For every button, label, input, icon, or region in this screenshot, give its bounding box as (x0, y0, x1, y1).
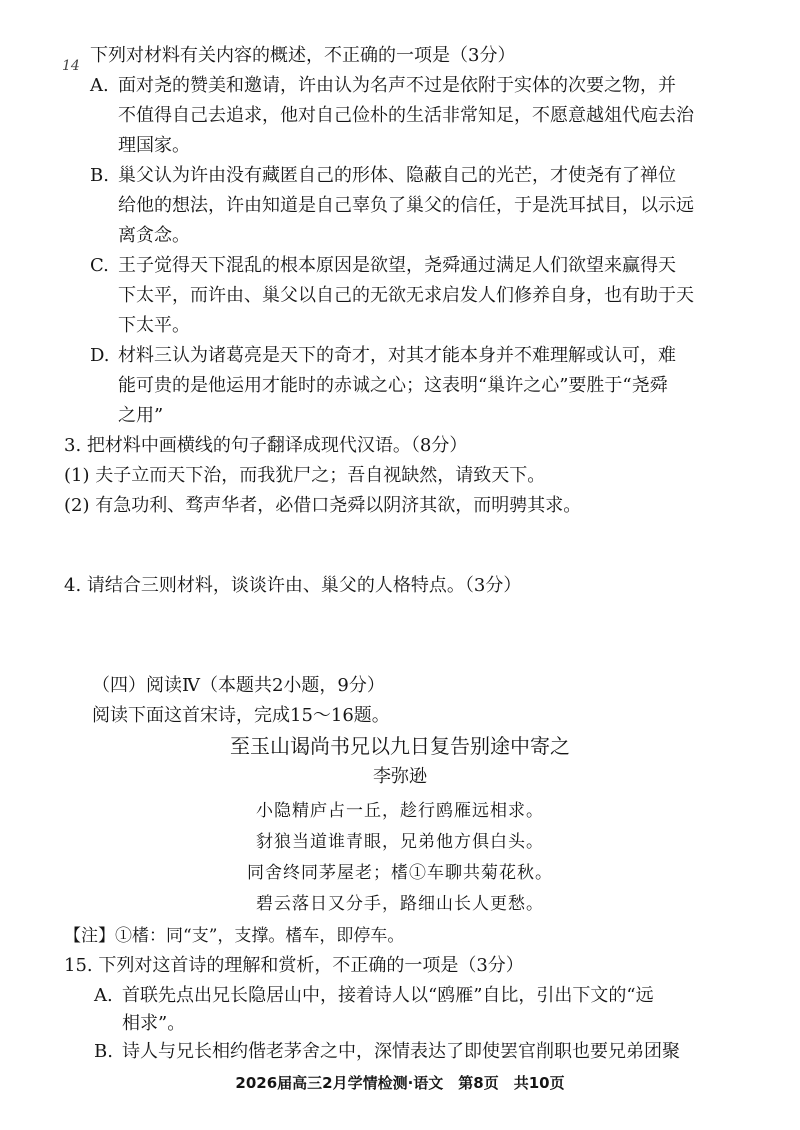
q14-option-d-line-1: D. 材料三认为诸葛亮是天下的奇才，对其才能本身并不难理解或认可，难 (90, 345, 676, 366)
question-4-stem: 4. 请结合三则材料，谈谈许由、巢父的人格特点。（3分） (64, 575, 522, 596)
option-letter: B. (90, 165, 109, 186)
question-3-stem: 3. 把材料中画横线的句子翻译成现代汉语。（8分） (64, 435, 468, 456)
question-3-item-1: (1) 夫子立而天下治，而我犹尸之；吾自视缺然，请致天下。 (64, 465, 546, 486)
q14-option-c-line-1: C. 王子觉得天下混乱的根本原因是欲望，尧舜通过满足人们欲望来赢得天 (90, 255, 676, 276)
q14-option-a-line-2: 不值得自己去追求，他对自己俭朴的生活非常知足，不愿意越俎代庖去治 (118, 105, 694, 126)
q14-option-b-line-3: 离贪念。 (118, 225, 190, 246)
poem-line-4: 碧云落日又分手，路细山长人更愁。 (256, 894, 544, 914)
option-letter: C. (90, 255, 109, 276)
poem-line-2: 豺狼当道谁青眼，兄弟他方俱白头。 (256, 832, 544, 852)
q14-option-c-line-2: 下太平，而许由、巢父以自己的无欲无求启发人们修养自身，也有助于天 (118, 285, 694, 306)
poem-note: 【注】①榰：同“支”，支撑。榰车，即停车。 (64, 926, 405, 946)
question-15-stem: 15. 下列对这首诗的理解和赏析，不正确的一项是（3分） (64, 955, 524, 976)
question-3-item-2: (2) 有急功利、骛声华者，必借口尧舜以阴济其欲，而明骋其求。 (64, 495, 582, 516)
section-intro: 阅读下面这首宋诗，完成15～16题。 (92, 705, 390, 726)
q14-option-a-line-3: 理国家。 (118, 135, 190, 156)
question-14-stem: 下列对材料有关内容的概述，不正确的一项是（3分） (90, 45, 516, 66)
poem-title: 至玉山谒尚书兄以九日复告别途中寄之 (230, 734, 570, 758)
poem-line-1: 小隐精庐占一丘，趁行鸥雁远相求。 (256, 801, 544, 821)
option-letter: A. (94, 985, 113, 1006)
section-heading: （四）阅读Ⅳ（本题共2小题，9分） (92, 675, 385, 696)
option-letter: D. (90, 345, 110, 366)
q14-option-b-line-2: 给他的想法，许由知道是自己辜负了巢父的信任，于是洗耳拭目，以示远 (118, 195, 694, 216)
option-letter: A. (90, 75, 109, 96)
q15-option-a-line-1: A. 首联先点出兄长隐居山中，接着诗人以“鸥雁”自比，引出下文的“远 (94, 985, 654, 1006)
q14-option-d-line-2: 能可贵的是他运用才能时的赤诚之心；这表明“巢许之心”要胜于“尧舜 (118, 375, 668, 396)
q14-option-b-line-1: B. 巢父认为许由没有藏匿自己的形体、隐蔽自己的光芒，才使尧有了禅位 (90, 165, 676, 186)
q15-option-b-line-1: B. 诗人与兄长相约偕老茅舍之中，深情表达了即使罢官削职也要兄弟团聚 (94, 1041, 680, 1062)
poem-line-3: 同舍终同茅屋老；榰①车聊共菊花秋。 (247, 863, 553, 883)
handwritten-question-number: 14 (62, 58, 80, 74)
q14-option-c-line-3: 下太平。 (118, 315, 190, 336)
page-footer: 2026届高三2月学情检测·语文 第8页 共10页 (235, 1074, 565, 1092)
option-letter: B. (94, 1041, 113, 1062)
q14-option-a-line-1: A. 面对尧的赞美和邀请，许由认为名声不过是依附于实体的次要之物，并 (90, 75, 676, 96)
poem-author: 李弥逊 (373, 766, 427, 787)
q15-option-a-line-2: 相求”。 (122, 1013, 186, 1034)
q14-option-d-line-3: 之用” (118, 405, 164, 426)
